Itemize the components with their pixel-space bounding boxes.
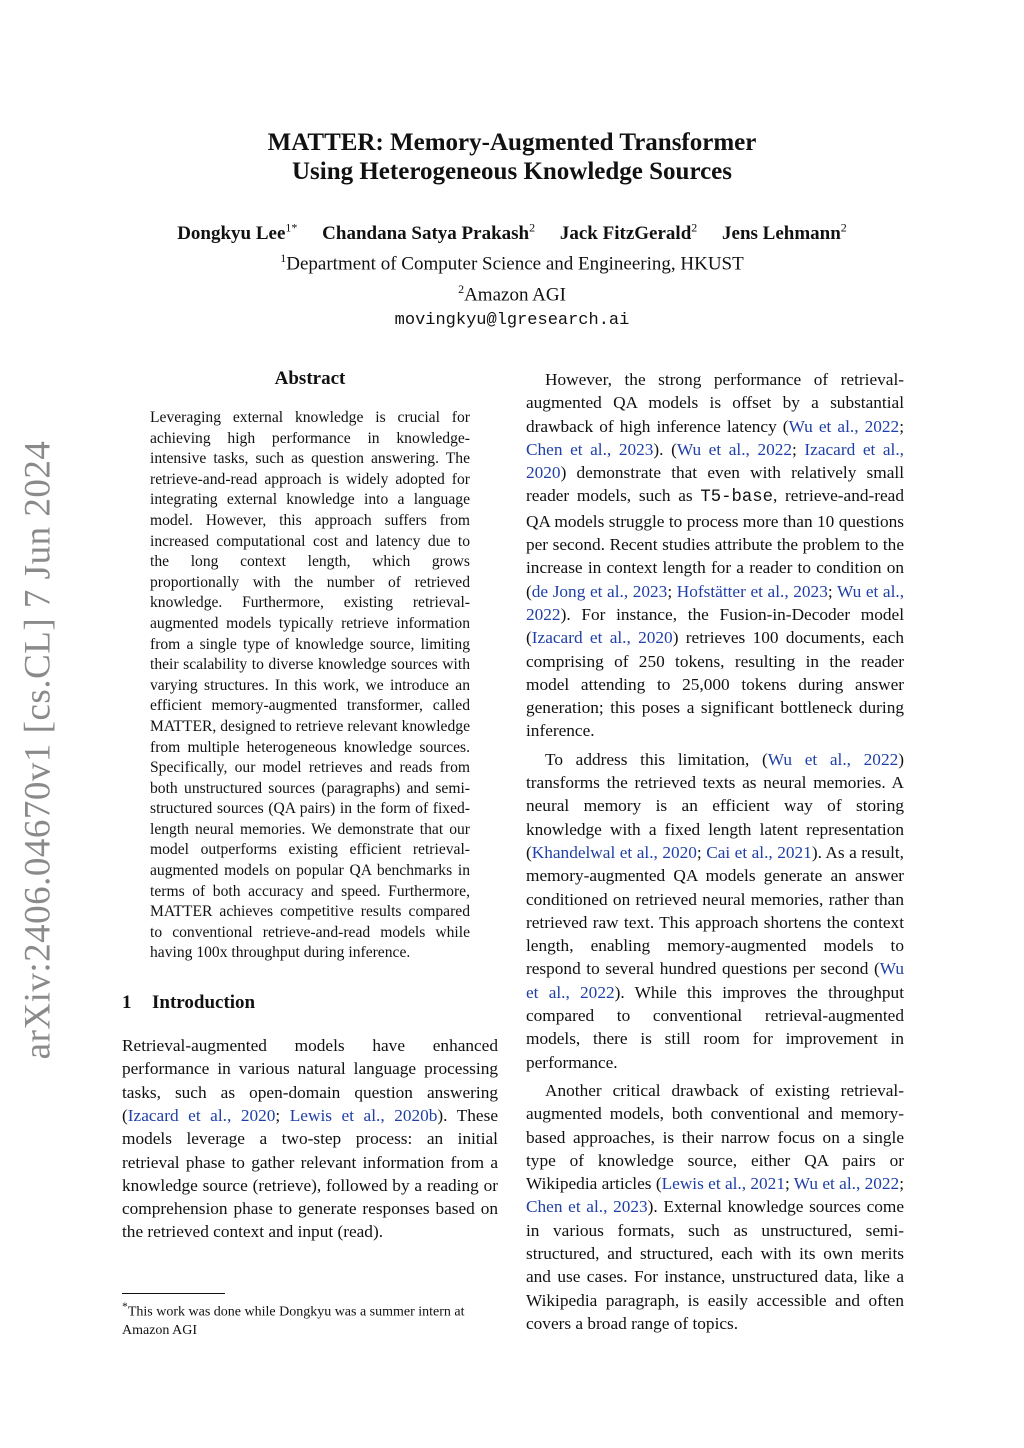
abstract-text: Leveraging external knowledge is crucial for achieving high performance in knowledge-intensive tasks, such as question answering. The retrieve-and-read approach is widely adopted for integrating external knowledge into a language model. However, this approach suffers from increased computational cost and latency due to the long context length, which grows proportionally with the number of retrieved knowledge. Furthermore, existing retrieval-augmented models typically retrieve information from a single type of knowledge source, limiting their scalability to diverse knowledge sources with varying structures. In this work, we introduce an efficient memory-augmented transformer, called MATTER, designed to retrieve relevant knowledge from multiple heterogeneous knowledge sources. Specifically, our model retrieves and reads from both unstructured sources (paragraphs) and semi-structured sources (QA pairs) in the form of fixed-length neural memories. We demonstrate that our model outperforms existing efficient retrieval-augmented models on popular QA benchmarks in terms of both accuracy and speed. Furthermore, MATTER achieves competitive results compared to conventional retrieve-and-read models while having 100x throughput during inference. [150, 409, 470, 962]
citation-link[interactable]: Wu et al., 2022 [676, 439, 793, 459]
citation-link[interactable]: Chen et al., 2023 [526, 439, 654, 459]
citation-link[interactable]: de Jong et al., 2023 [531, 581, 668, 601]
paper-title [0, 128, 1024, 186]
citation-link[interactable]: Lewis et al., 2021 [661, 1174, 785, 1194]
citation-link[interactable]: Izacard et al., 2020 [526, 439, 904, 483]
author: Jack FitzGerald$^2$ [559, 221, 698, 245]
author-list [0, 216, 1024, 246]
citation-link[interactable]: Izacard et al., 2020 [531, 628, 673, 648]
section-number: 1 [122, 992, 132, 1014]
intro-paragraph: Retrieval-augmented models have enhanced performance in various natural language processing tasks, such as open-domain question answering (Izacard et al., 2020; Lewis et al., 2020b). These models leverage a two-step process: an initial retrieval phase to gather relevant information from a knowledge source (retrieve), followed by a reading or comprehension phase to generate responses based on the retrieved context and input (read). [122, 1036, 498, 1242]
citation-link[interactable]: Wu et al., 2022 [793, 1174, 900, 1194]
author-email[interactable]: movingkyu@lgresearch.ai [394, 310, 630, 330]
citation-link[interactable]: Khandelwal et al., 2020 [531, 842, 697, 862]
section-title: Introduction [152, 992, 256, 1014]
citation-link[interactable]: Chen et al., 2023 [526, 1197, 648, 1217]
citation-link[interactable]: Wu et al., 2022 [788, 416, 900, 436]
abstract-heading: Abstract [274, 368, 346, 389]
title-line-2: Using Heterogeneous Knowledge Sources [291, 158, 733, 185]
body-paragraph: To address this limitation, (Wu et al., 2022) transforms the retrieved texts as neural memories. A neural memory is an efficient way of storing knowledge with a fixed length latent representation (Khandelwal et al., 2020; Cai et al., 2021). As a result, memory-augmented QA models generate an answer conditioned on retrieved neural memories, rather than retrieved raw text. This approach shortens the context length, enabling memory-augmented models to respond to several hundred questions per second (Wu et al., 2022). While this improves the throughput compared to conventional retrieval-augmented models, there is still room for improvement in performance. [526, 749, 904, 1072]
citation-link[interactable]: Wu et al., 2022 [526, 959, 904, 1002]
right-column [526, 368, 904, 1340]
author: Dongkyu Lee$^{1*}$ [177, 221, 298, 245]
arxiv-stamp [8, 440, 68, 1060]
body-paragraph: However, the strong performance of retrieval-augmented QA models is offset by a substantial drawback of high inference latency (Wu et al., 2022; Chen et al., 2023). (Wu et al., 2022; Izacard et al., 2020) demonstrate that even with relatively small reader models, such as T5-base, retrieve-and-read QA models struggle to process more than 10 questions per second. Recent studies attribute the problem to the increase in context length for a reader to condition on (de Jong et al., 2023; Hofstätter et al., 2023; Wu et al., 2022). For instance, the Fusion-in-Decoder model (Izacard et al., 2020) retrieves 100 documents, each comprising of 250 tokens, resulting in the reader model attending to 25,000 tokens during answer generation; this poses a significant bottleneck during inference. [526, 370, 905, 741]
citation-link[interactable]: Hofstätter et al., 2023 [676, 581, 828, 601]
footnote [122, 1293, 498, 1340]
inline-code: T5-base [700, 488, 773, 508]
citation-link[interactable]: Izacard et al., 2020 [127, 1105, 276, 1125]
footnote-rule [122, 1293, 225, 1294]
left-column [122, 368, 498, 1244]
citation-link[interactable]: Wu et al., 2022 [526, 581, 905, 624]
footnote-text: This work was done while Dongkyu was a summer intern at Amazon AGI [122, 1304, 465, 1338]
body-paragraph: Another critical drawback of existing retrieval-augmented models, both conventional and memory-based approaches, is their narrow focus on a single type of knowledge source, either QA pairs or Wikipedia articles (Lewis et al., 2021; Wu et al., 2022; Chen et al., 2023). External knowledge sources come in various formats, such as unstructured, semi-structured, and structured, each with its own merits and use cases. For instance, unstructured data, like a Wikipedia paragraph, is easily accessible and often covers a broad range of topics. [526, 1080, 905, 1333]
affiliation: $^2$Amazon AGI [458, 281, 566, 305]
author: Jens Lehmann$^2$ [722, 221, 847, 245]
arxiv-stamp-text: arXiv:2406.04670v1 [cs.CL] 7 Jun 2024 [17, 440, 59, 1060]
affiliation: $^1$Department of Computer Science and Engineering, HKUST [280, 251, 744, 275]
citation-link[interactable]: Wu et al., 2022 [767, 749, 899, 769]
title-line-1: MATTER: Memory-Augmented Transformer [267, 129, 757, 156]
author-block [0, 216, 1024, 333]
citation-link[interactable]: Lewis et al., 2020b [289, 1105, 438, 1125]
citation-link[interactable]: Cai et al., 2021 [706, 842, 812, 862]
footnote-marker: * [122, 1300, 128, 1313]
author: Chandana Satya Prakash$^2$ [322, 221, 536, 245]
section-heading [122, 992, 498, 1014]
